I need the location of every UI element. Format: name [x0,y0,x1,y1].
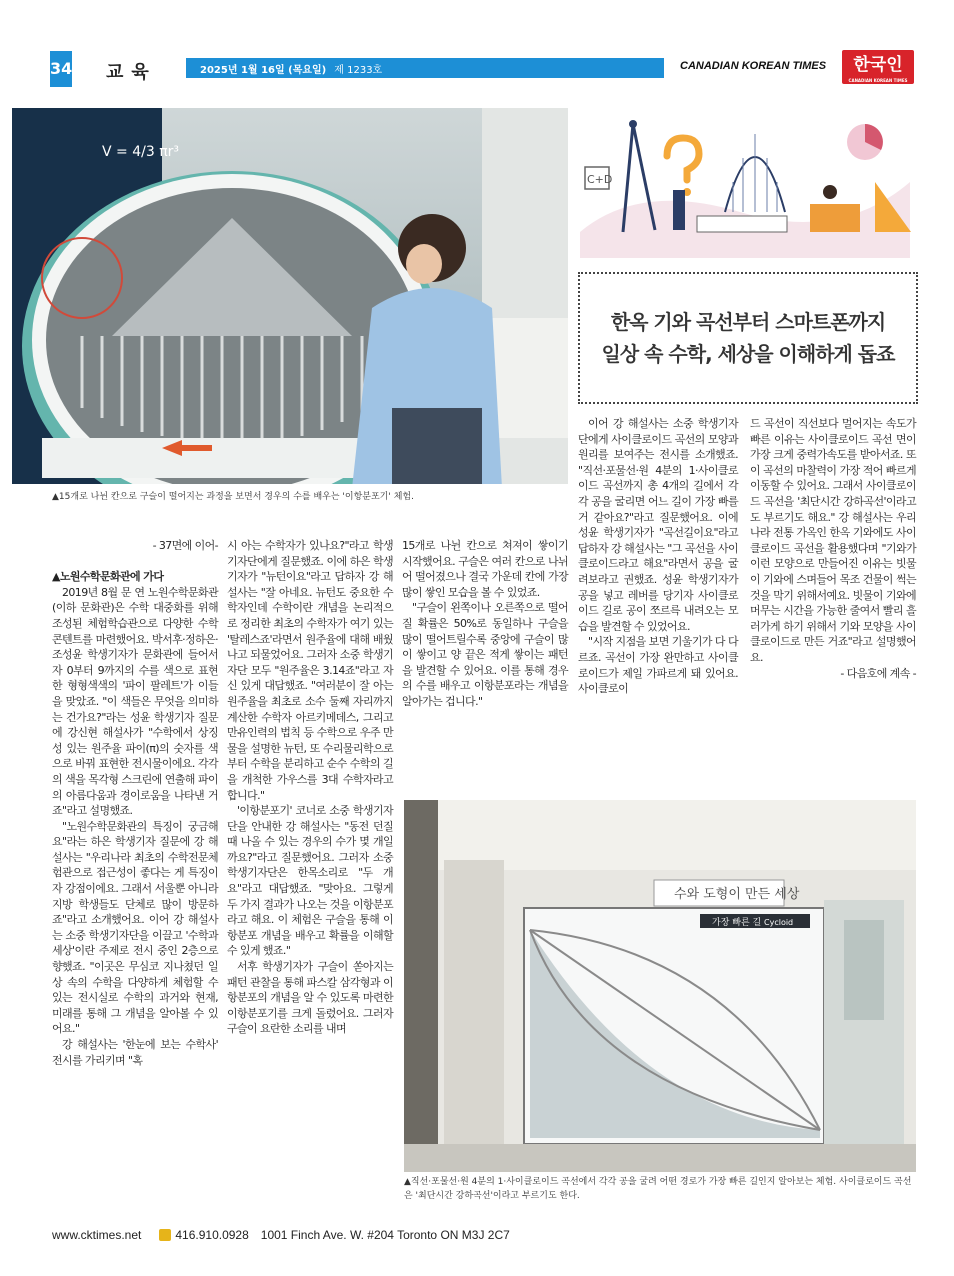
sign-sub: Cycloid [764,918,794,927]
article-column-2 [227,538,393,1037]
issue-number: 제 1233호 [334,65,383,76]
publication-logo [842,50,914,84]
paragraph: 2019년 8월 문 연 노원수학문화관(이하 문화관)은 수학 대중화를 위해 조성된 체험학습관으로 다양한 수학 콘텐트를 마련했어요. 박서후·정하은·조성윤 학생기자가 문화관에 들어서자 0부터 9까지의 수를 색으로 표현한 형형색색의 '파이 팔레트'가 이들을 맞았죠. "이 색들은 무엇을 의미하는 건가요?"라는 성윤 학생기자 질문에 강신현 해설사가 "수학에서 상징성 있는 원주율 파이(π)의 숫자를 색으로 바꿔 표현한 전시물이에요. 각각의 색을 목각형 스크린에 연출해 파이의 아름다움과 경이로움을 나타낸 거죠"라고 설명했죠. [52,585,218,818]
footer [52,1228,510,1242]
address: 1001 Finch Ave. W. #204 Toronto ON M3J 2C7 [260,1228,510,1242]
photo1-caption: ▲15개로 나뉜 칸으로 구슬이 떨어지는 과정을 보면서 경우의 수를 배우는 '이항분포기' 체험. [52,492,414,502]
sign-top: 수와 도형이 만든 세상 [674,887,800,902]
continued-next: - 다음호에 계속 - [840,666,916,680]
paragraph: 드 곡선이 직선보다 멀어지는 속도가 빠른 이유는 사이클로이드 곡선 면이 가장 크게 중력가속도를 받아서죠. 또 이 곡선의 마찰력이 가장 적어 빠르게 이동할 수 있어요. 그래서 사이클로이드 곡선을 '최단시간 강하곡선'이라고도 부르기도 해요." 강 해설사는 우리나라 전통 가옥인 한옥 기와에도 사이클로이드 곡선을 활용했다며 "기와가 이런 모양으로 만들어진 이유는 빗물이 기와에 스며들어 목조 건물이 썩는 것을 막기 위해서예요. 빗물이 기와에 머무는 시간을 가능한 줄여서 빨리 흘러가게 하기 위해서 기와 모양을 사이클로이드로 만든 거죠"라고 설명했어요. [750,417,916,664]
spacer [52,554,218,570]
logo-text: 한국인 [853,55,903,75]
continued-from: - 37면에 이어- [152,539,218,552]
volume-formula: V = 4/3 πr³ [102,144,179,160]
cycloid-exhibit-illustration [404,800,916,1172]
article-column-5 [750,416,916,681]
article-column-4 [578,416,738,697]
publication-name: CANADIAN KOREAN TIMES [680,60,827,72]
subheading: ▲노원수학문화관에 가다 [52,570,164,584]
phone-number: 416.910.0928 [175,1228,249,1242]
article-column-1 [52,538,218,1068]
headline-line2: 일상 속 수학, 세상을 이해하게 돕죠 [601,342,895,366]
header-bar [186,58,664,78]
binomial-exhibit-illustration [12,108,568,484]
section-title: 교육 [106,62,157,83]
photo2-caption: ▲직선·포물선·원 4분의 1·사이클로이드 곡선에서 각각 공을 굴려 어떤 경로가 가장 빠른 길인지 알아보는 체험. 사이클로이드 곡선은 '최단시간 강하곡선'이라고 부르기도 한다. [404,1177,912,1201]
article-column-3 [402,538,568,710]
paragraph: "시작 지점을 보면 기울기가 다 다르죠. 곡선이 가장 완만하고 사이클로이드가 제일 가파르게 돼 있어요. 사이클로이 [578,635,738,696]
paragraph: 시 아는 수학자가 있나요?"라고 학생기자단에게 질문했죠. 이에 하은 학생기자가 "뉴턴이요"라고 답하자 강 해설사는 "잘 아네요. 뉴턴도 중요한 수학자인데 수학이란 개념을 논리적으로 정리한 최초의 수학자가 여기 있는 '탈레스죠'라면서 원주율에 대해 배웠나고 되물었어요. 그러자 소중 학생기자단 모두 "원주율은 3.14죠"라고 자신 있게 대답했죠. "여러분이 잘 아는 원주율을 최초로 소수 둘째 자리까지 계산한 수학자 아르키메데스, 그리고 만유인력의 법칙 등 수학으로 우주 만물을 설명한 뉴턴, 또 수리물리학으로부터 수학을 분리하고 순수 수학의 길을 개척한 가우스를 3대 수학자라고 합니다." [227,539,393,802]
math-clipart [575,112,915,258]
sign-label: 가장 빠른 길 [712,918,762,928]
logo-subtext: CANADIAN KOREAN TIMES [848,78,908,83]
phone-icon [159,1229,171,1241]
paragraph: "노원수학문화관의 특징이 궁금해요"라는 하은 학생기자 질문에 강 해설사는 "우리나라 최초의 수학전문체험관으로 접근성이 좋다는 게 특징이자 강점이에요. 그래서 서울뿐 아니라 지방 학생들도 단체로 많이 방문하죠"라고 소개했어요. 이어 강 해설사는 소중 학생기자단을 이끌고 '수학과 세상'이란 주제로 전시 중인 2층으로 향했죠. "이곳은 무심코 지나쳤던 일상 속의 수학을 다양하게 체험할 수 있는 전시실로 수학의 과거와 현재, 미래를 통해 그 개념을 알아볼 수 있어요." [52,819,218,1036]
headline-line1: 한옥 기와 곡선부터 스마트폰까지 [610,310,886,334]
website-link[interactable]: www.cktimes.net [52,1228,142,1242]
issue-date: 2025년 1월 16일 (목요일) [200,65,327,76]
paragraph: 이어 강 해설사는 소중 학생기자단에게 사이클로이드 곡선의 모양과 원리를 보여주는 전시를 소개했죠. "직선·포물선·원 4분의 1·사이클로이드 곡선까지 총 4개의 길에서 각각 공을 굴리면 어느 길이 가장 빠를 거 같아요?"라고 질문했어요. 이에 성윤 학생기자가 "곡선길이요"라고 답하자 강 해설사는 "그 곡선을 사이클로이드라고 해요"라면서 공을 굴려보라고 권했죠. 성윤 학생기자가 공을 넣고 레버를 당기자 사이클로이드 길로 공이 쪼르륵 내려오는 모습을 발견할 수 있었어요. [578,417,738,633]
cycloid-photo [404,800,916,1172]
binomial-distribution-photo [12,108,568,484]
paragraph: 서후 학생기자가 구슬이 쏟아지는 패턴 관찰을 통해 파스칼 삼각형과 이항분포의 개념을 알 수 있도록 마련한 이항분포기를 크게 돌렸어요. 그러자 구슬이 요란한 소리를 내며 [227,960,393,1036]
paragraph: 강 해설사는 '한눈에 보는 수학사' 전시를 가리키며 "혹 [52,1038,218,1067]
paragraph: 15개로 나뉜 칸으로 쳐져이 쌓이기 시작했어요. 구슬은 여러 칸으로 나뉘어 떨어졌으나 결국 가운데 칸에 가장 많이 쌓인 모습을 볼 수 있었죠. [402,539,568,599]
page-number: 34 [50,51,72,87]
svg-text:C+D: C+D [587,173,613,186]
paragraph: '이항분포기' 코너로 소중 학생기자단을 안내한 강 해설사는 "동전 던질 때 나올 수 있는 경우의 수가 몇 개일까요?"라고 질문했어요. 그러자 소중 학생기자단은 한목소리로 "두 개요"라고 대답했죠. "맞아요. 그렇게 두 가지 결과가 나오는 것을 이항분포라고 해요. 이 체험은 구슬을 통해 이항분포 개념을 배우고 확률을 이해할 수 있게 했죠." [227,804,393,958]
math-illustration [575,112,915,258]
paragraph: "구슬이 왼쪽이나 오른쪽으로 떨어질 확률은 50%로 동일하나 구슬을 많이 떨어트릴수록 중앙에 구슬이 많이 쌓이고 양 끝은 적게 쌓이는 패턴을 발견할 수 있어요. 이를 통해 경우의 수를 배우고 이항분포라는 개념을 알아가는 겁니다." [402,601,568,708]
headline-box [578,272,918,404]
